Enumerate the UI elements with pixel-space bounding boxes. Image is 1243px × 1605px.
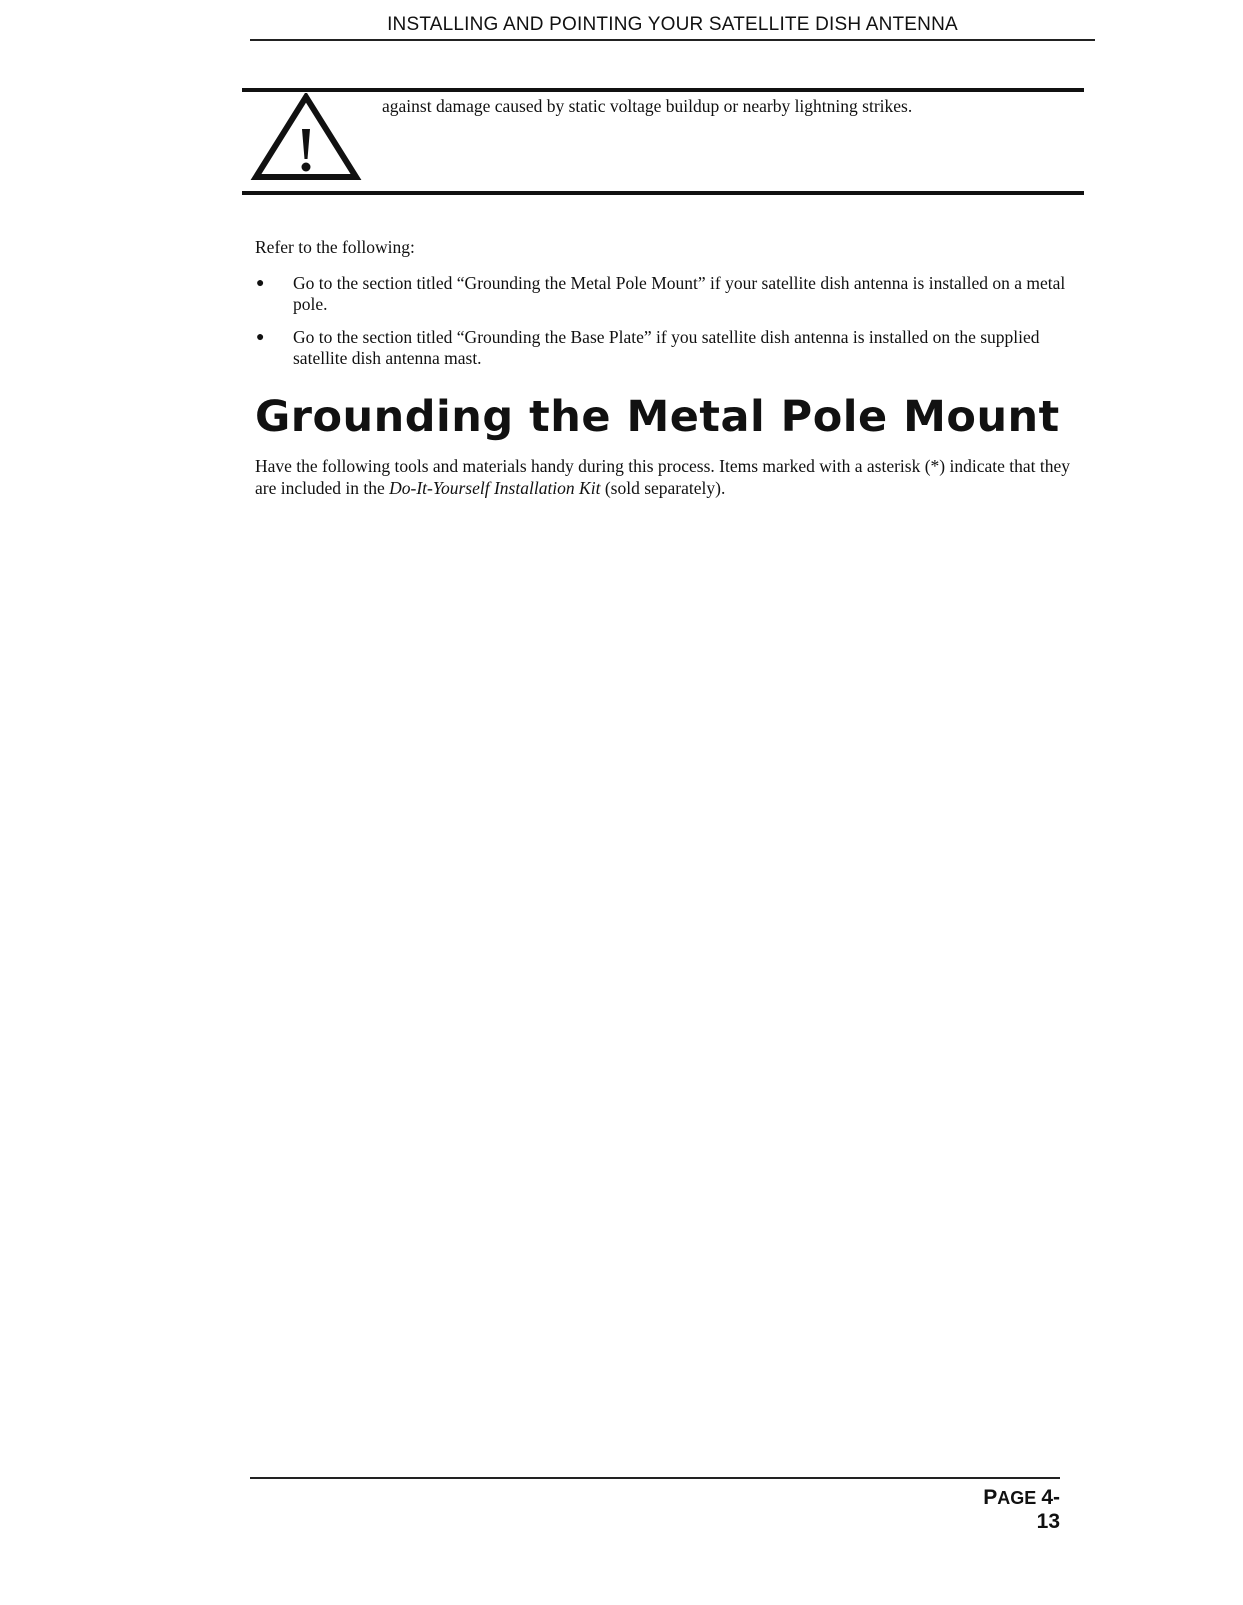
list-item-text: Go to the section titled “Grounding the Base Plate” if you satellite dish antenna is installed on the supplied satellite dish antenna mast. [293,327,1040,368]
kit-name: Do-It-Yourself Installation Kit [389,478,601,498]
list-item-text: Go to the section titled “Grounding the Metal Pole Mount” if your satellite dish antenna is installed on a metal pole. [293,273,1066,314]
list-item [255,273,1095,315]
list-item [255,327,1095,369]
section-heading: Grounding the Metal Pole Mount [255,392,1060,442]
bullet-icon: ● [256,276,265,291]
body-text-after: (sold separately). [600,478,726,498]
page-number-value: 4-13 [1036,1486,1060,1533]
page-number [960,1486,1060,1534]
page-word: AGE [997,1488,1037,1508]
body-text-before: Have the following tools and materials handy during this process. Items marked with a asterisk (*) indicate that they are included in the [255,456,1070,498]
warning-text: against damage caused by static voltage buildup or nearby lightning strikes. [382,96,913,116]
reference-list [255,273,1095,381]
intro-text: Refer to the following: [255,237,415,257]
warning-triangle-icon [250,93,362,183]
warning-bottom-rule [242,191,1084,195]
warning-top-rule [242,88,1084,92]
page-prefix: P [983,1486,998,1509]
bullet-icon: ● [256,330,265,345]
header-rule [250,39,1095,41]
running-header: INSTALLING AND POINTING YOUR SATELLITE DISH ANTENNA [387,14,958,35]
body-paragraph [255,455,1085,499]
footer-rule [250,1477,1060,1479]
